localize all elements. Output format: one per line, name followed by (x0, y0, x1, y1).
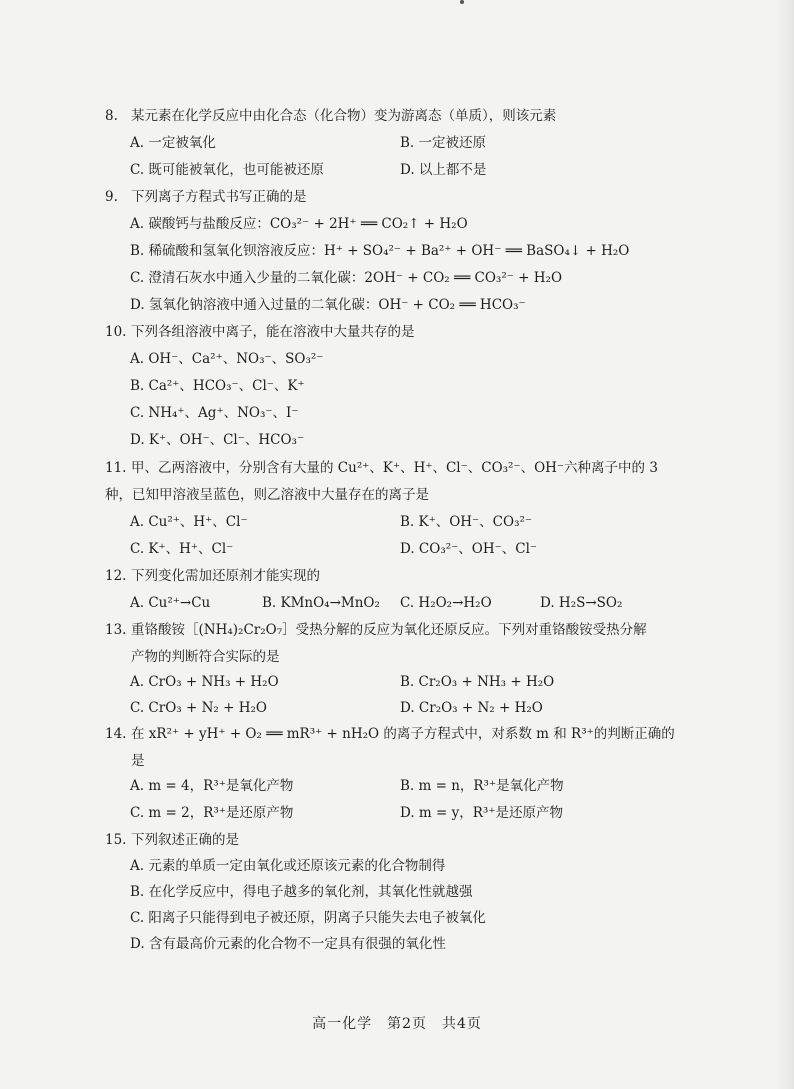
question-8 (105, 103, 715, 130)
option-b: B. Ca²⁺、HCO₃⁻、Cl⁻、K⁺ (130, 378, 305, 394)
question-13 (105, 617, 715, 671)
option-c: C. CrO₃ + N₂ + H₂O (130, 700, 267, 716)
question-10 (105, 319, 715, 346)
option-c: C. m = 2，R³⁺是还原产物 (130, 805, 294, 821)
option-d: D. 氢氧化钠溶液中通入过量的二氧化碳：OH⁻ + CO₂ ══ HCO₃⁻ (130, 297, 526, 313)
question-text: 下列离子方程式书写正确的是 (131, 189, 307, 205)
question-number: 15. (105, 832, 127, 848)
question-text: 下列叙述正确的是 (131, 832, 239, 848)
option-c: C. 阳离子只能得到电子被还原，阴离子只能失去电子被氧化 (130, 910, 486, 926)
option-a: A. Cu²⁺、H⁺、Cl⁻ (130, 514, 248, 530)
option-a: A. Cu²⁺→Cu (130, 595, 211, 611)
question-stem (105, 617, 715, 644)
question-number: 11. (105, 460, 127, 476)
question-11 (105, 455, 715, 509)
scan-mark (460, 0, 464, 4)
option-c: C. H₂O₂→H₂O (400, 595, 492, 611)
question-15 (105, 827, 715, 854)
question-number: 9. (105, 189, 118, 205)
question-text: 重铬酸铵［(NH₄)₂Cr₂O₇］受热分解的反应为氧化还原反应。下列对重铬酸铵受热分解 (131, 622, 647, 638)
question-12 (105, 563, 715, 590)
question-stem (105, 827, 715, 854)
option-c: C. K⁺、H⁺、Cl⁻ (130, 541, 234, 557)
option-a: A. OH⁻、Ca²⁺、NO₃⁻、SO₃²⁻ (130, 351, 324, 367)
question-text: 在 xR²⁺ + yH⁺ + O₂ ══ mR³⁺ + nH₂O 的离子方程式中，对系数 m 和 R³⁺的判断正确的 (131, 726, 675, 742)
question-number: 12. (105, 568, 127, 584)
option-a: A. 一定被氧化 (130, 135, 216, 151)
question-text: 某元素在化学反应中由化合态（化合物）变为游离态（单质），则该元素 (131, 108, 557, 124)
option-b: B. 一定被还原 (400, 135, 487, 151)
question-stem (105, 103, 715, 130)
question-stem (105, 721, 715, 748)
option-d: D. 以上都不是 (400, 162, 487, 178)
option-b: B. 稀硫酸和氢氧化钡溶液反应：H⁺ + SO₄²⁻ + Ba²⁺ + OH⁻ ══ BaSO₄↓ + H₂O (130, 243, 630, 259)
question-text: 下列各组溶液中离子，能在溶液中大量共存的是 (131, 324, 415, 340)
page-footer: 高一化学 第2页 共4页 (312, 1016, 482, 1032)
question-stem (105, 455, 715, 482)
option-d: D. 含有最高价元素的化合物不一定具有很强的氧化性 (130, 936, 446, 952)
question-number: 8. (105, 108, 118, 124)
question-number: 13. (105, 622, 127, 638)
question-stem-continued: 种，已知甲溶液呈蓝色，则乙溶液中大量存在的离子是 (105, 487, 429, 503)
option-c: C. 既可能被氧化，也可能被还原 (130, 162, 324, 178)
option-b: B. K⁺、OH⁻、CO₃²⁻ (400, 514, 533, 530)
option-c: C. NH₄⁺、Ag⁺、NO₃⁻、I⁻ (130, 405, 299, 421)
option-d: D. Cr₂O₃ + N₂ + H₂O (400, 700, 543, 716)
question-9 (105, 184, 715, 211)
option-b: B. KMnO₄→MnO₂ (262, 595, 380, 611)
question-14 (105, 721, 715, 775)
option-a: A. 元素的单质一定由氧化或还原该元素的化合物制得 (130, 858, 446, 874)
question-stem-continued: 是 (131, 753, 145, 769)
question-stem (105, 319, 715, 346)
option-c: C. 澄清石灰水中通入少量的二氧化碳：2OH⁻ + CO₂ ══ CO₃²⁻ + H₂O (130, 270, 563, 286)
option-d: D. CO₃²⁻、OH⁻、Cl⁻ (400, 541, 538, 557)
option-d: D. K⁺、OH⁻、Cl⁻、HCO₃⁻ (130, 432, 305, 448)
question-stem-continued: 产物的判断符合实际的是 (131, 649, 280, 665)
question-stem (105, 184, 715, 211)
option-d: D. H₂S→SO₂ (540, 595, 623, 611)
question-text: 下列变化需加还原剂才能实现的 (131, 568, 320, 584)
option-a: A. 碳酸钙与盐酸反应：CO₃²⁻ + 2H⁺ ══ CO₂↑ + H₂O (130, 216, 468, 232)
option-a: A. CrO₃ + NH₃ + H₂O (130, 674, 279, 690)
page-edge-shadow (776, 0, 794, 1089)
question-number: 14. (105, 726, 127, 742)
question-stem (105, 563, 715, 590)
option-d: D. m = y，R³⁺是还原产物 (400, 805, 563, 821)
option-a: A. m = 4，R³⁺是氧化产物 (130, 778, 294, 794)
question-text: 甲、乙两溶液中，分别含有大量的 Cu²⁺、K⁺、H⁺、Cl⁻、CO₃²⁻、OH⁻六种离子中的 3 (131, 460, 658, 476)
option-b: B. m = n，R³⁺是氧化产物 (400, 778, 564, 794)
option-b: B. Cr₂O₃ + NH₃ + H₂O (400, 674, 555, 690)
question-number: 10. (105, 324, 127, 340)
option-b: B. 在化学反应中，得电子越多的氧化剂，其氧化性就越强 (130, 884, 473, 900)
